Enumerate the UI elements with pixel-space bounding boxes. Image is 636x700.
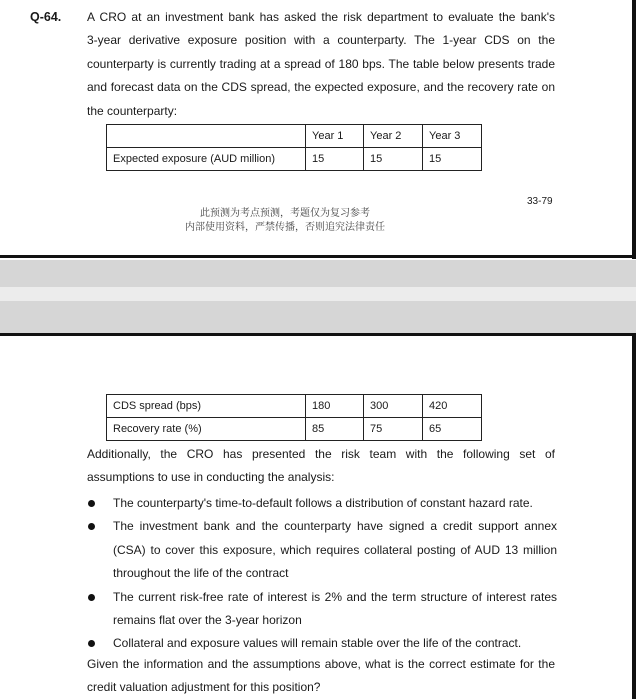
- paragraph-line: credit valuation adjustment for this position?: [87, 680, 321, 695]
- table-cell: 420: [423, 395, 482, 418]
- watermark-line: 此预测为考点预测，考题仅为复习参考: [200, 208, 370, 219]
- paragraph-line: Additionally, the CRO has presented the risk team with the following set of: [87, 447, 555, 461]
- list-item: [87, 492, 557, 515]
- table-cell: Recovery rate (%): [107, 418, 306, 441]
- page-number: 33-79: [527, 196, 553, 207]
- list-item-text: The investment bank and the counterparty have signed a credit support annex: [113, 519, 557, 534]
- page-1: [0, 0, 636, 257]
- bullet-icon: [88, 594, 95, 601]
- list-item-text: remains flat over the 3-year horizon: [113, 613, 302, 628]
- list-item-text: (CSA) to cover this exposure, which requires collateral posting of AUD 13 million: [113, 542, 557, 557]
- intro-line: the counterparty:: [87, 103, 178, 118]
- table-header-cell: Year 1: [306, 125, 364, 148]
- intro-line: and forecast data on the CDS spread, the expected exposure, and the recovery rate on: [87, 80, 555, 95]
- table-cell: 15: [423, 148, 482, 171]
- page-gap-strip: [0, 287, 636, 301]
- list-item-text: The current risk-free rate of interest is 2% and the term structure of interest rates: [113, 589, 557, 604]
- table-header-row: [107, 125, 482, 148]
- table-cell: 65: [423, 418, 482, 441]
- table-row: [107, 395, 482, 418]
- table-row: [107, 418, 482, 441]
- exposure-table: [106, 124, 482, 171]
- cds-recovery-table: [106, 394, 482, 441]
- table-cell: 85: [306, 418, 364, 441]
- paragraph-line: Given the information and the assumptions above, what is the correct estimate for the: [87, 657, 555, 671]
- page-1-bottom-edge: [0, 255, 636, 258]
- assumptions-list: [87, 492, 557, 656]
- list-item: [87, 586, 557, 633]
- table-cell: 15: [364, 148, 423, 171]
- table-header-cell: Year 2: [364, 125, 423, 148]
- paragraph-line: assumptions to use in conducting the analysis:: [87, 470, 335, 485]
- table-header-cell: [107, 125, 306, 148]
- table-cell: 300: [364, 395, 423, 418]
- page-1-right-edge: [632, 0, 636, 259]
- table-cell: Expected exposure (AUD million): [107, 148, 306, 171]
- bullet-icon: [88, 523, 95, 530]
- table-cell: 180: [306, 395, 364, 418]
- intro-line: A CRO at an investment bank has asked the risk department to evaluate the bank's: [87, 10, 555, 24]
- intro-line: counterparty is currently trading at a spread of 180 bps. The table below presents trade: [87, 56, 555, 71]
- closing-question: [87, 653, 555, 700]
- table-header-cell: Year 3: [423, 125, 482, 148]
- page-2-right-edge: [632, 333, 636, 699]
- list-item-text: Collateral and exposure values will remain stable over the life of the contract.: [113, 636, 522, 651]
- page-2-top-edge: [0, 333, 636, 336]
- bullet-icon: [88, 640, 95, 647]
- watermark-line: 内部使用资料，严禁传播，否则追究法律责任: [185, 222, 385, 233]
- bullet-icon: [88, 500, 95, 507]
- question-intro: [87, 6, 555, 123]
- assumptions-intro: [87, 443, 555, 490]
- table-cell: 75: [364, 418, 423, 441]
- table-row: [107, 148, 482, 171]
- list-item-text: throughout the life of the contract: [113, 566, 289, 581]
- list-item-text: The counterparty's time-to-default follows a distribution of constant hazard rate.: [113, 496, 533, 510]
- watermark: [140, 207, 430, 235]
- table-cell: 15: [306, 148, 364, 171]
- table-cell: CDS spread (bps): [107, 395, 306, 418]
- question-number: Q-64.: [30, 10, 62, 24]
- intro-line: 3-year derivative exposure position with a counterparty. The 1-year CDS on the: [87, 33, 555, 48]
- list-item: [87, 515, 557, 585]
